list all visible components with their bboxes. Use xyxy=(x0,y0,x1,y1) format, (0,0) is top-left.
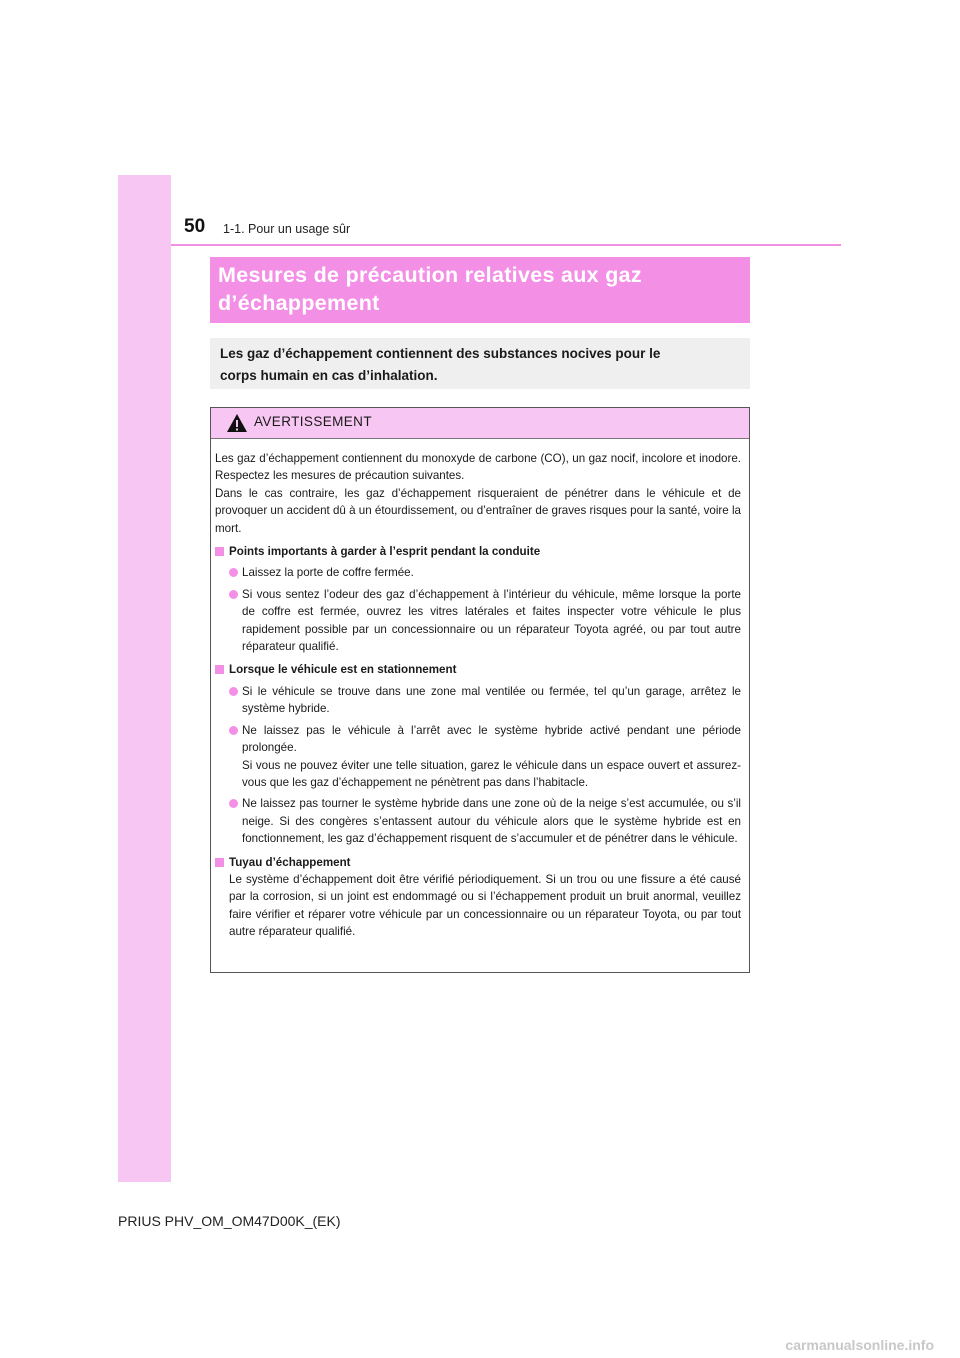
list-item: Si vous sentez l’odeur des gaz d’échappement à l’intérieur du véhicule, même lorsque la porte de coffre est fermée, ouvrez les vitres latérales et faites inspecter votre véhicule le plus rapidement possible par un concessionnaire ou un réparateur Toyota agréé, ou par tout autre réparateur qualifié. xyxy=(215,586,741,656)
circle-bullet-icon xyxy=(229,590,238,599)
square-bullet-icon xyxy=(215,547,224,556)
page-title xyxy=(218,261,738,317)
section-heading-driving: Points importants à garder à l’esprit pendant la conduite xyxy=(215,543,741,560)
title-line-1: Mesures de précaution relatives aux gaz xyxy=(218,263,642,287)
intro-line-2: corps humain en cas d’inhalation. xyxy=(220,368,438,383)
square-bullet-icon xyxy=(215,858,224,867)
title-line-2: d’échappement xyxy=(218,291,380,315)
intro-line-1: Les gaz d’échappement contiennent des substances nocives pour le xyxy=(220,346,661,361)
warning-header xyxy=(211,408,749,439)
warning-paragraph-2: Dans le cas contraire, les gaz d’échappement risqueraient de pénétrer dans le véhicule et de provoquer un accident dû à un étourdissement, ou d’entraîner de graves risques pour la santé, voire la mort. xyxy=(215,486,741,535)
circle-bullet-icon xyxy=(229,568,238,577)
circle-bullet-icon xyxy=(229,687,238,696)
footer-code: PRIUS PHV_OM_OM47D00K_(EK) xyxy=(118,1213,341,1229)
circle-bullet-icon xyxy=(229,799,238,808)
section-heading-parking: Lorsque le véhicule est en stationnement xyxy=(215,661,741,678)
list-item: Laissez la porte de coffre fermée. xyxy=(215,564,741,581)
warning-box xyxy=(210,407,750,973)
side-band xyxy=(118,175,171,1182)
section-heading-exhaust-pipe: Tuyau d’échappement xyxy=(215,854,741,871)
list-item: Ne laissez pas tourner le système hybride dans une zone où de la neige s’est accumulée, ou s’il neige. Si des congères s’entassent autour du véhicule alors que le système hybride est en fonctionnement, les gaz d’échappement risquent de s’accumuler et de pénétrer dans le véhicule. xyxy=(215,795,741,847)
exhaust-pipe-text: Le système d’échappement doit être vérifié périodiquement. Si un trou ou une fissure a été causé par la corrosion, si un joint est endommagé ou si l’échappement produit un bruit anormal, veuillez faire vérifier et réparer votre véhicule par un concessionnaire ou un réparateur Toyota, ou par tout autre réparateur qualifié. xyxy=(229,872,741,939)
header-rule xyxy=(171,244,841,246)
square-bullet-icon xyxy=(215,665,224,674)
intro-box xyxy=(210,338,750,389)
page-number: 50 xyxy=(184,216,206,237)
title-box xyxy=(210,257,750,323)
warning-paragraph-1: Les gaz d’échappement contiennent du monoxyde de carbone (CO), un gaz nocif, incolore et inodore. Respectez les mesures de précaution suivantes. xyxy=(215,452,741,483)
circle-bullet-icon xyxy=(229,726,238,735)
list-item: Si le véhicule se trouve dans une zone mal ventilée ou fermée, tel qu’un garage, arrêtez le système hybride. xyxy=(215,683,741,718)
warning-body xyxy=(211,439,749,941)
watermark: carmanualsonline.info xyxy=(785,1337,934,1353)
list-item: Ne laissez pas le véhicule à l’arrêt avec le système hybride activé pendant une période prolongée. Si vous ne pouvez éviter une telle situation, garez le véhicule dans un espace ouvert et assurez-vous que les gaz d’échappement ne pénètrent pas dans l’habitacle. xyxy=(215,722,741,792)
section-reference: 1-1. Pour un usage sûr xyxy=(223,222,351,236)
warning-triangle-icon xyxy=(226,413,248,433)
warning-label: AVERTISSEMENT xyxy=(254,414,372,429)
